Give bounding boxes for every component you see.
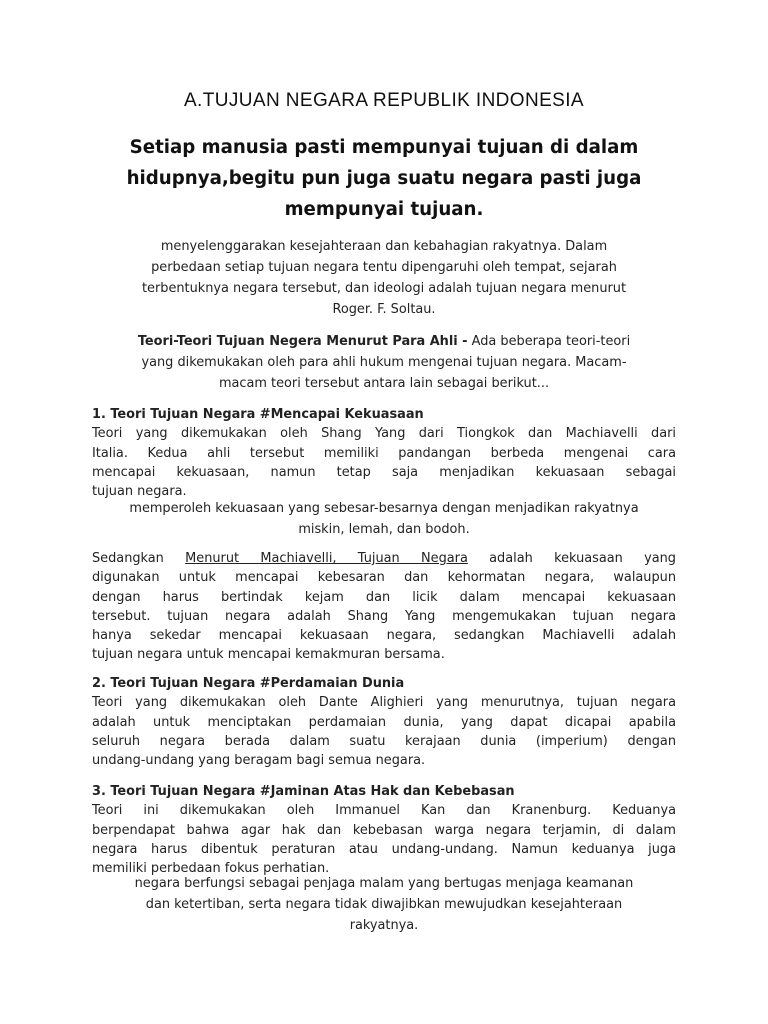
paragraph-line: tujuan negara untuk mencapai kemakmuran bersama. <box>92 647 445 663</box>
paragraph-line: dan ketertiban, serta negara tidak diwajibkan mewujudkan kesejahteraan <box>145 897 623 912</box>
paragraph-line: memperoleh kekuasaan yang sebesar-besarnya dengan menjadikan rakyatnya <box>129 501 639 516</box>
section-heading: 1. Teori Tujuan Negara #Mencapai Kekuasaan <box>92 407 424 422</box>
paragraph-line: miskin, lemah, dan bodoh. <box>298 522 470 537</box>
lead-rest-text: Ada beberapa teori-teori <box>467 334 631 349</box>
paragraph-line: tujuan negara. <box>92 484 187 500</box>
intro-line: mempunyai tujuan. <box>284 199 484 220</box>
paragraph-line: Italia. Kedua ahli tersebut memiliki pandangan berbeda mengenai cara <box>92 445 676 461</box>
section-1 <box>92 405 676 501</box>
paragraph-line: Teori ini dikemukakan oleh Immanuel Kan dan Kranenburg. Keduanya <box>92 803 676 819</box>
intro-line: Setiap manusia pasti mempunyai tujuan di dalam <box>129 137 639 158</box>
paragraph-line: seluruh negara berada dalam suatu kerajaan dunia (imperium) dengan <box>92 733 676 749</box>
paragraph-line: terbentuknya negara tersebut, dan ideologi adalah tujuan negara menurut <box>141 281 627 296</box>
machiavelli-link[interactable]: Menurut Machiavelli, Tujuan Negara <box>185 551 468 566</box>
centered-paragraph-penjaga-malam <box>90 873 678 936</box>
paragraph-line: memiliki perbedaan fokus perhatian. <box>92 861 330 877</box>
paragraph-line: undang-undang yang beragam bagi semua negara. <box>92 753 426 769</box>
paragraph-line: rakyatnya. <box>349 918 419 933</box>
paragraph-line: negara harus dibentuk peraturan atau undang-undang. Namun keduanya juga <box>92 841 676 857</box>
document-title: A.TUJUAN NEGARA REPUBLIK INDONESIA <box>183 90 585 111</box>
section-heading: 3. Teori Tujuan Negara #Jaminan Atas Hak dan Kebebasan <box>92 784 515 799</box>
section-machiavelli <box>92 549 676 665</box>
centered-paragraph-kekuasaan <box>90 498 678 540</box>
paragraph-line: dengan harus bertindak kejam dan licik dalam mencapai kekuasaan <box>92 589 676 605</box>
paragraph-line: Roger. F. Soltau. <box>332 302 436 317</box>
lead-rest-text: adalah kekuasaan yang <box>467 551 676 566</box>
section-3 <box>92 782 676 878</box>
bold-lead-text: Teori-Teori Tujuan Negera Menurut Para Ahli - <box>137 334 468 349</box>
paragraph-line: macam teori tersebut antara lain sebagai berikut... <box>218 376 550 391</box>
paragraph-line: mencapai kekuasaan, namun tetap saja menjadikan kekuasaan sebagai <box>92 464 676 480</box>
paragraph-line: menyelenggarakan kesejahteraan dan kebahagian rakyatnya. Dalam <box>160 239 608 254</box>
section-2 <box>92 674 676 770</box>
paragraph-line: Teori yang dikemukakan oleh Dante Alighieri yang menurutnya, tujuan negara <box>92 695 676 711</box>
intro-line: hidupnya,begitu pun juga suatu negara pasti juga <box>126 168 642 189</box>
paragraph-line: hanya sekedar mencapai kekuasaan negara, sedangkan Machiavelli adalah <box>92 628 676 644</box>
paragraph-line: tersebut. tujuan negara adalah Shang Yang mengemukakan tujuan negara <box>92 608 676 624</box>
section-heading: 2. Teori Tujuan Negara #Perdamaian Dunia <box>92 676 405 691</box>
paragraph-line: digunakan untuk mencapai kebesaran dan kehormatan negara, walaupun <box>92 570 676 586</box>
paragraph-line: perbedaan setiap tujuan negara tentu dipengaruhi oleh tempat, sejarah <box>151 260 617 275</box>
centered-paragraph-theories-intro <box>90 331 678 394</box>
paragraph-line: negara berfungsi sebagai penjaga malam yang bertugas menjaga keamanan <box>134 876 634 891</box>
paragraph-line: Teori yang dikemukakan oleh Shang Yang dari Tiongkok dan Machiavelli dari <box>92 426 676 442</box>
paragraph-line <box>92 549 676 568</box>
lead-text: Sedangkan <box>92 551 186 566</box>
centered-paragraph-soltau <box>90 236 678 320</box>
paragraph-line: adalah untuk menciptakan perdamaian dunia, yang dapat dicapai apabila <box>92 714 676 730</box>
paragraph-line: yang dikemukakan oleh para ahli hukum mengenai tujuan negara. Macam- <box>141 355 627 370</box>
paragraph-line <box>90 331 678 352</box>
paragraph-line: berpendapat bahwa agar hak dan kebebasan warga negara terjamin, di dalam <box>92 822 676 838</box>
intro-paragraph <box>90 132 678 225</box>
